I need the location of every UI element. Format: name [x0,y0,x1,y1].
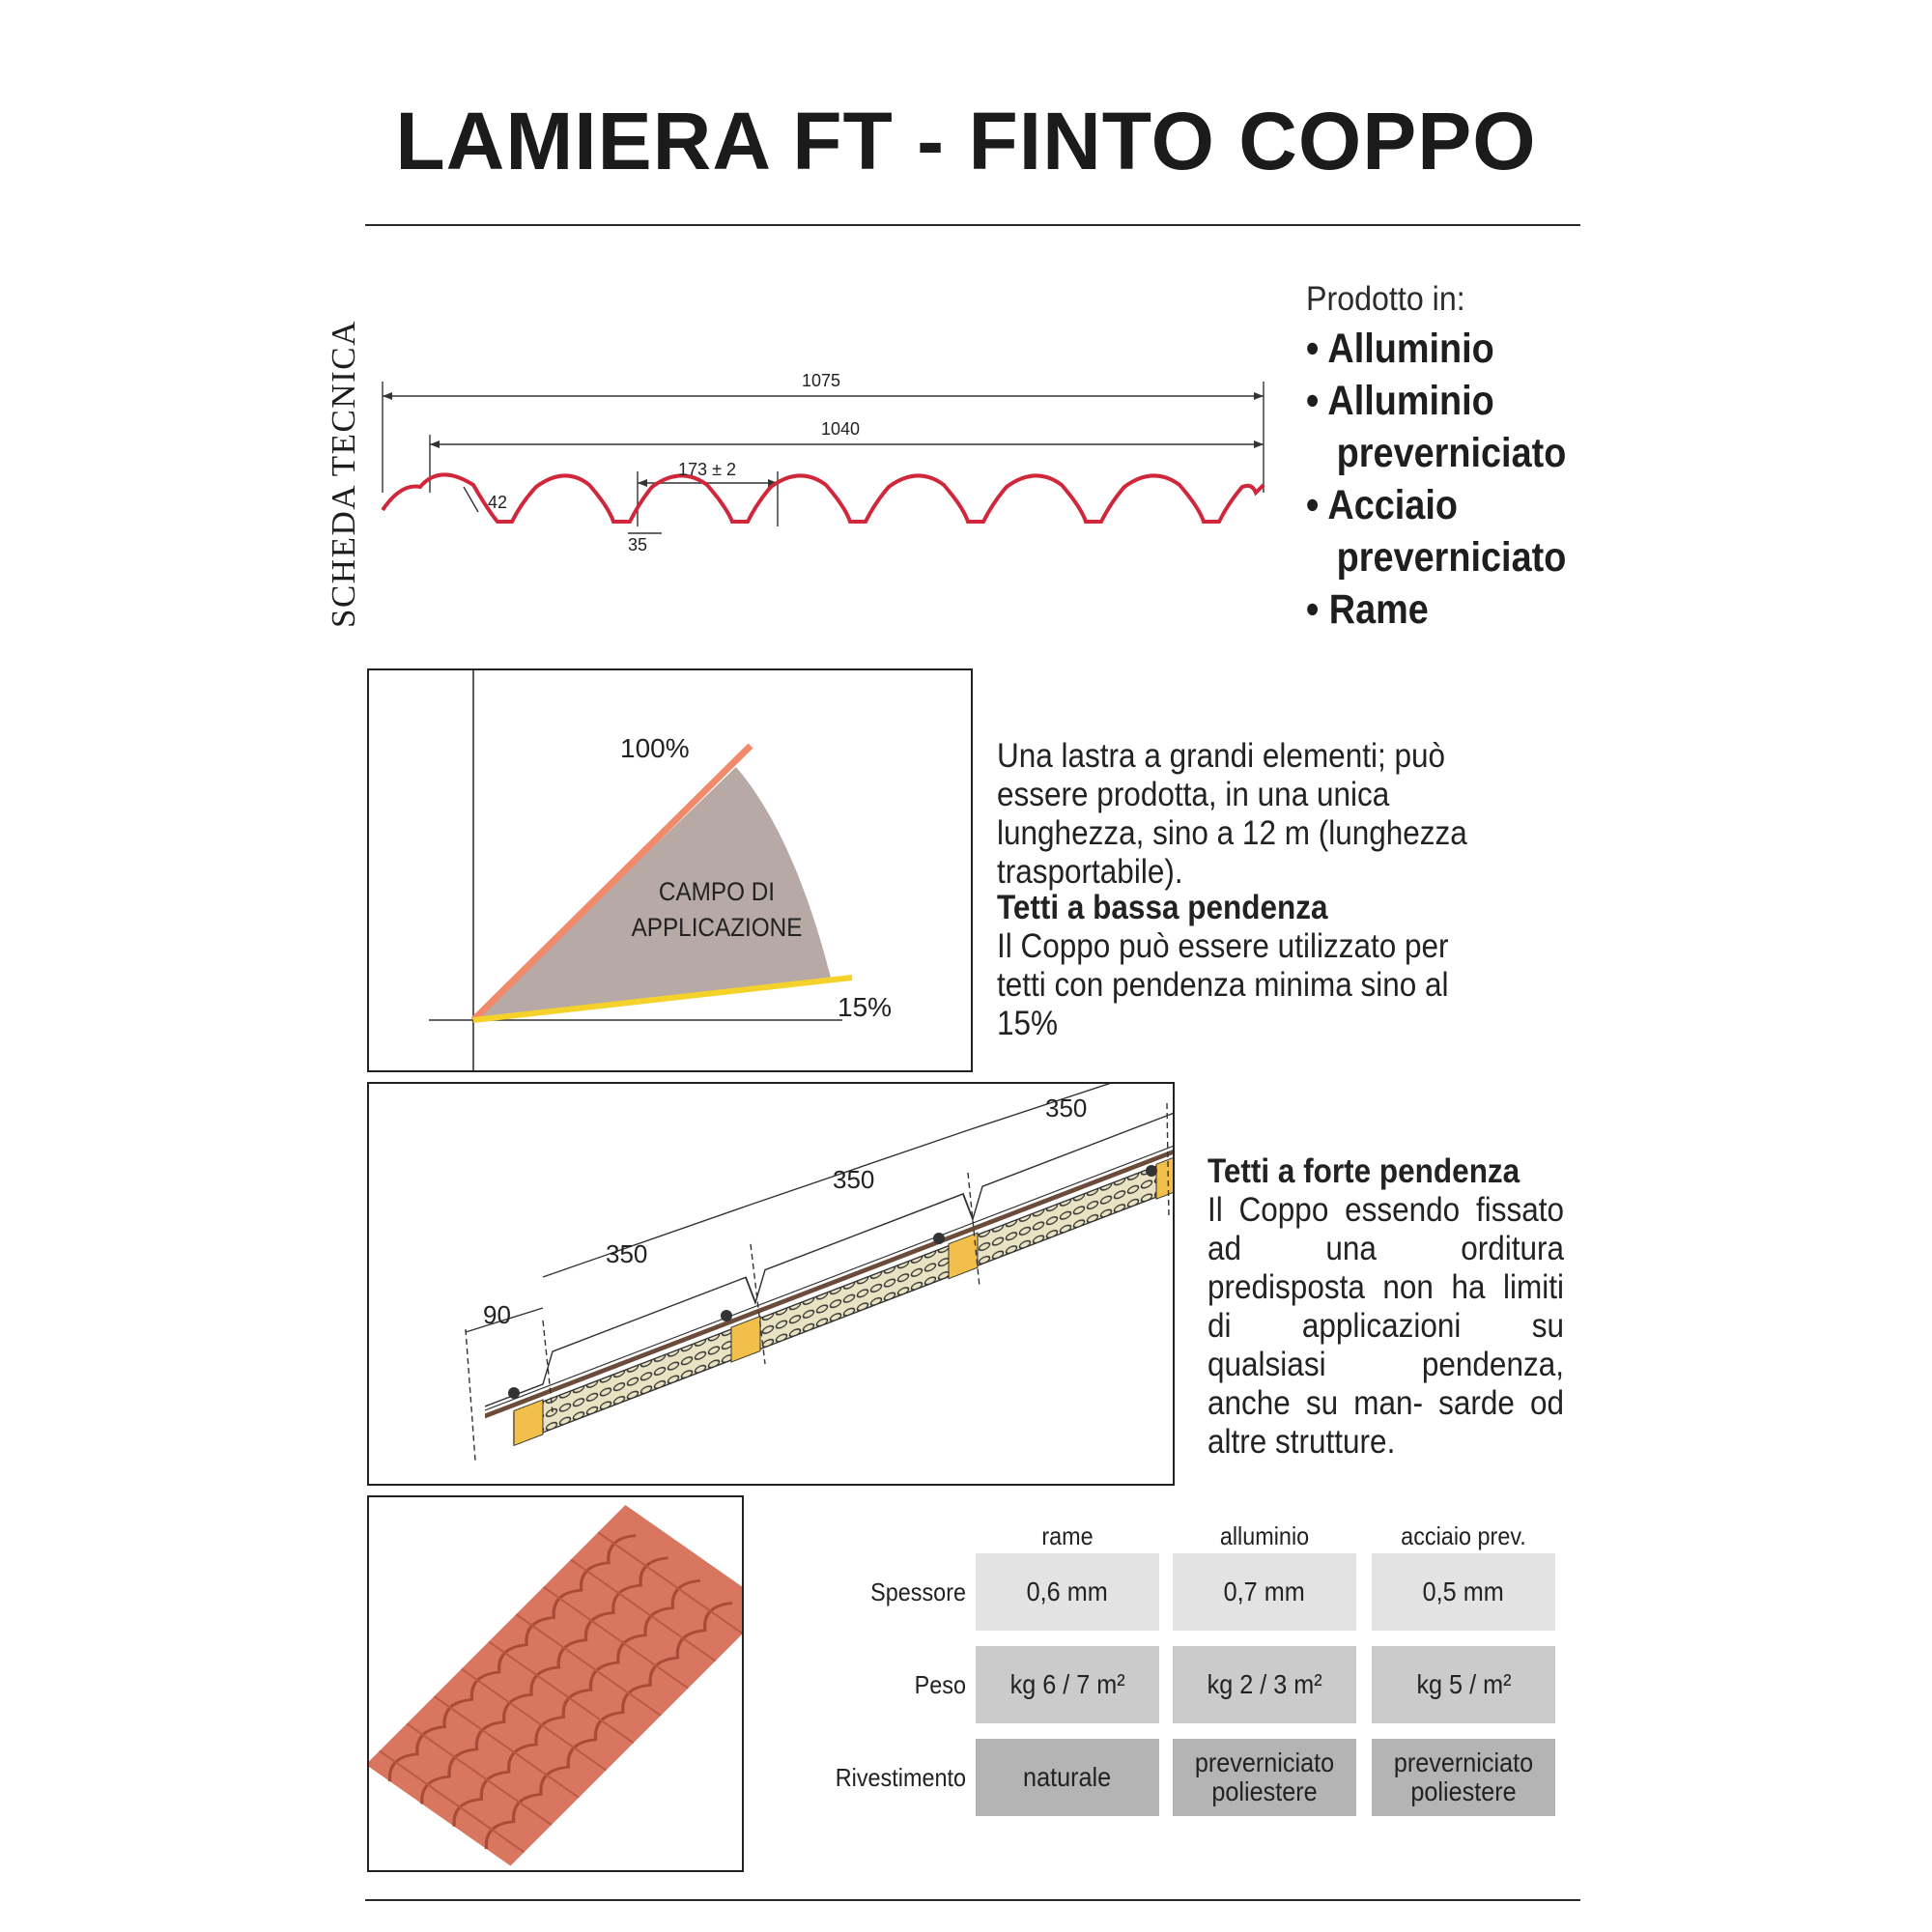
dim-spacing-label: 350 [606,1239,648,1268]
high-slope-section [1208,1152,1573,1462]
spec-cell: preverniciato poliestere [1173,1739,1356,1816]
low-slope-text: Il Coppo può essere utilizzato per tetti con pendenza minima sino al 15% [997,927,1449,1042]
installation-diagram-box [367,1082,1175,1486]
section-label: SCHEDA TECNICA [325,320,362,628]
spec-cell: kg 2 / 3 m² [1173,1646,1356,1723]
material-item: • Alluminio [1306,326,1494,372]
material-item: • Rame [1306,586,1429,633]
area-label-2: APPLICAZIONE [631,913,803,943]
dim-spacing-label: 350 [1045,1094,1088,1122]
max-slope-label: 100% [620,733,690,763]
row-label-rivestimento: Rivestimento [835,1763,966,1792]
bottom-divider [365,1899,1580,1901]
spec-cell: preverniciato poliestere [1372,1739,1555,1816]
dim-total-label: 1075 [801,371,841,390]
col-header-rame: rame [1041,1521,1094,1550]
dim-inner-label: 1040 [820,419,861,439]
profile-drawing [367,357,1275,570]
tile-image [369,1497,742,1870]
dim-height-label: 42 [487,493,508,512]
spec-cell: kg 5 / m² [1372,1646,1555,1723]
material-item: • Alluminio preverniciato [1306,378,1567,476]
high-slope-text: Il Coppo essendo fissato ad una orditura predisposta non ha limiti di applicazioni su qualsiasi pendenza, anche su man- sarde od altre strutture. [1208,1191,1564,1461]
spec-cell: 0,5 mm [1372,1553,1555,1631]
intro-text: Una lastra a grandi elementi; può essere prodotta, in una unica lunghezza, sino a 12 m (lunghezza trasportabile). [997,737,1467,891]
dim-bottom-label: 35 [627,535,648,554]
area-label-1: CAMPO DI [658,877,776,907]
dim-pitch-label: 173 ± 2 [678,460,736,479]
col-header-alluminio: alluminio [1219,1521,1310,1550]
spec-cell: 0,7 mm [1173,1553,1356,1631]
material-item: • Acciaio preverniciato [1306,482,1567,581]
row-label-peso: Peso [914,1670,966,1699]
row-label-spessore: Spessore [870,1577,966,1606]
low-slope-section [997,889,1519,1043]
min-slope-label: 15% [838,992,893,1022]
dim-first-label: 90 [483,1300,511,1329]
low-slope-title: Tetti a bassa pendenza [997,889,1328,926]
slope-diagram-box [367,668,973,1072]
profile-curve [383,474,1264,522]
top-divider [365,224,1580,226]
slope-diagram [369,670,971,1070]
spec-cell: kg 6 / 7 m² [976,1646,1159,1723]
tile-image-box [367,1495,744,1872]
materials-heading: Prodotto in: [1306,280,1465,318]
installation-diagram [369,1084,1173,1484]
spec-cell: naturale [976,1739,1159,1816]
page-title: LAMIERA FT - FINTO COPPO [395,96,1537,186]
high-slope-title: Tetti a forte pendenza [1208,1152,1520,1190]
col-header-acciaio: acciaio prev. [1401,1521,1526,1550]
spec-cell: 0,6 mm [976,1553,1159,1631]
dim-spacing-label: 350 [833,1165,875,1194]
